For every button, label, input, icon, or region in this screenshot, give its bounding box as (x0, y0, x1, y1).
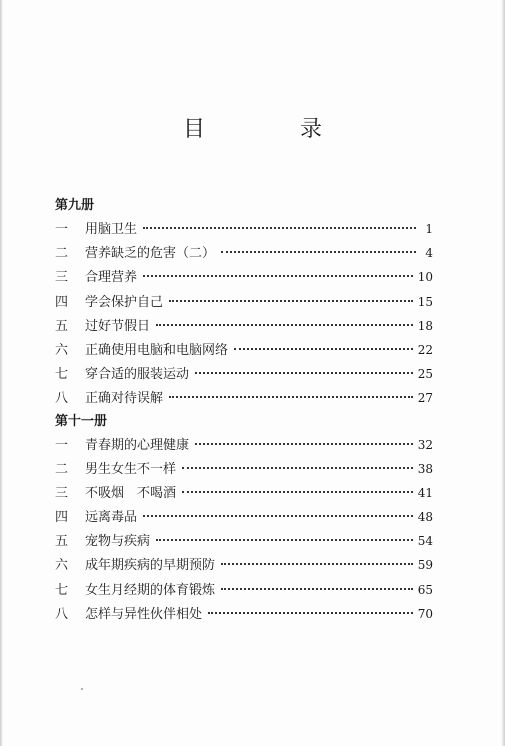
entry-title: 穿合适的服装运动 (85, 367, 190, 383)
entry-number: 八 (55, 606, 69, 622)
entry-title: 女生月经期的体育锻炼 (85, 582, 216, 598)
dot-leader (156, 539, 413, 541)
entry-title: 用脑卫生 (85, 222, 138, 237)
entry-number: 二 (55, 461, 69, 477)
entry-title: 成年期疾病的早期预防 (85, 558, 216, 574)
toc-entry[interactable] (55, 578, 433, 602)
entry-number: 三 (55, 270, 69, 286)
section-heading: 第十一册 (55, 413, 108, 429)
page-number: 27 (417, 391, 433, 406)
page-number: 70 (417, 606, 433, 621)
dot-leader (156, 324, 413, 326)
dot-leader (143, 275, 413, 277)
page-number: 4 (425, 246, 433, 261)
toc-entry[interactable] (55, 338, 433, 362)
entry-title: 正确使用电脑和电脑网络 (85, 342, 229, 358)
toc-entry[interactable] (55, 290, 433, 314)
dot-leader (143, 515, 413, 517)
page-number: 18 (417, 318, 433, 333)
dot-leader (234, 348, 413, 350)
entry-number: 五 (55, 534, 69, 550)
entry-number: 一 (55, 437, 69, 453)
entry-title: 过好节假日 (85, 318, 151, 334)
dot-leader (221, 588, 413, 590)
toc-entry[interactable] (55, 265, 433, 289)
toc-entry[interactable] (55, 433, 433, 457)
entry-title: 不吸烟 不喝酒 (85, 485, 177, 501)
toc-entry[interactable] (55, 529, 433, 553)
entry-number: 四 (55, 294, 69, 310)
dot-leader (182, 491, 413, 493)
entry-number: 二 (55, 246, 69, 262)
page-number: 48 (417, 510, 433, 525)
toc-entry[interactable] (55, 217, 433, 241)
toc-entry[interactable] (55, 457, 433, 481)
page-number: 38 (417, 461, 433, 476)
page-number: 15 (417, 294, 433, 309)
entry-number: 五 (55, 318, 69, 334)
dot-leader (208, 612, 413, 614)
page-number: 41 (417, 485, 433, 500)
entry-number: 三 (55, 485, 69, 501)
entry-number: 八 (55, 391, 69, 407)
toc-entry[interactable] (55, 553, 433, 577)
toc-entry[interactable] (55, 314, 433, 338)
toc-entry[interactable] (55, 505, 433, 529)
entry-title: 青春期的心理健康 (85, 437, 190, 453)
toc-entry[interactable] (55, 362, 433, 386)
dot-leader (221, 251, 416, 253)
dot-leader (143, 227, 416, 229)
entry-title: 远离毒品 (85, 510, 138, 526)
dot-leader (169, 300, 413, 302)
toc-entry[interactable] (55, 602, 433, 626)
page-number: 1 (425, 222, 433, 236)
entry-title: 男生女生不一样 (85, 461, 177, 477)
toc-entry[interactable] (55, 481, 433, 505)
dot-leader (195, 372, 413, 374)
toc-entry[interactable] (55, 241, 433, 265)
page-number: 22 (417, 342, 433, 357)
scan-speck (81, 688, 83, 690)
entry-title: 宠物与疾病 (85, 534, 151, 550)
table-of-contents (55, 195, 433, 626)
entry-title: 合理营养 (85, 270, 138, 286)
entry-title: 营养缺乏的危害（二） (85, 246, 216, 262)
entry-title: 正确对待误解 (85, 391, 164, 407)
entry-number: 七 (55, 367, 69, 383)
page-number: 25 (417, 367, 433, 382)
entry-title: 学会保护自己 (85, 294, 164, 310)
section-heading: 第九册 (55, 198, 95, 213)
dot-leader (169, 396, 413, 398)
page-number: 10 (417, 270, 433, 285)
page-title: 目 录 (183, 117, 366, 142)
page-number: 65 (417, 582, 433, 597)
dot-leader (182, 467, 413, 469)
page-number: 54 (417, 534, 433, 549)
entry-title: 怎样与异性伙伴相处 (85, 606, 203, 622)
page-number: 32 (417, 437, 433, 452)
entry-number: 四 (55, 510, 69, 526)
entry-number: 六 (55, 342, 69, 358)
entry-number: 六 (55, 558, 69, 574)
dot-leader (195, 443, 413, 445)
toc-entry[interactable] (55, 386, 433, 410)
dot-leader (221, 563, 413, 565)
entry-number: 一 (55, 222, 69, 237)
page-number: 59 (417, 558, 433, 573)
entry-number: 七 (55, 582, 69, 598)
